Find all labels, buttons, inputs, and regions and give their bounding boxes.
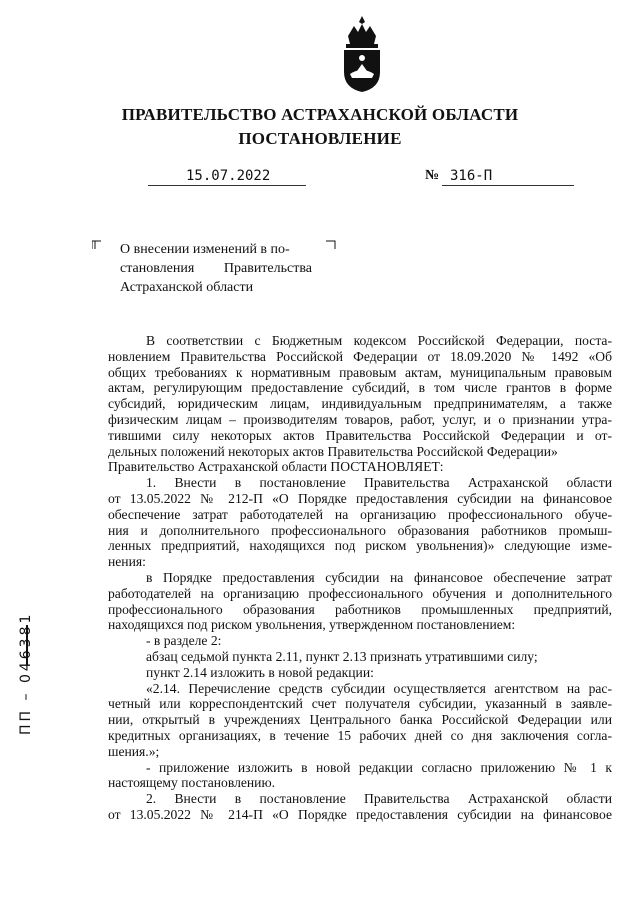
- subject-block: [120, 240, 312, 297]
- doc-date: 15.07.2022: [186, 168, 271, 184]
- body-line: нения:: [108, 554, 146, 570]
- body-line: 1. Внести в постановление Правительства Астраханской области: [146, 475, 612, 491]
- bracket-top-left: [92, 240, 102, 250]
- subject-line: становления Правительства: [120, 261, 312, 276]
- document-body: [108, 333, 612, 823]
- body-line: четный или корреспондентский счет получателя субсидии, указанный в заявле-: [108, 696, 612, 712]
- body-line: обеспечение затрат работодателей на организацию профессионального обуче-: [108, 506, 612, 522]
- coat-of-arms-icon: [334, 14, 390, 96]
- body-line: пункт 2.14 изложить в новой редакции:: [146, 664, 374, 680]
- body-line: актам, регулирующим предоставление субсидий, в том числе грантов в форме: [108, 380, 612, 396]
- body-line: новлением Правительства Российской Федерации от 18.09.2020 № 1492 «Об: [108, 348, 612, 364]
- serial-number: ПП – 046381: [18, 611, 34, 735]
- subject-line: Астраханской области: [120, 280, 254, 295]
- number-sign: №: [425, 168, 440, 183]
- body-line: абзац седьмой пункта 2.11, пункт 2.13 признать утратившими силу;: [146, 648, 538, 664]
- doc-number: 316-П: [450, 168, 493, 184]
- subject-line: О внесении изменений в по-: [120, 242, 290, 257]
- body-line: нии, открытый в учреждениях Центрального банка Российской Федерации или: [108, 712, 612, 728]
- body-line: находящихся под риском увольнения, утвержденном постановлением:: [108, 617, 516, 633]
- body-line: 2. Внести в постановление Правительства Астраханской области: [146, 791, 612, 807]
- body-line: профессионального образования работников промышленных предприятий,: [108, 601, 612, 617]
- body-line: Правительство Астраханской области ПОСТАНОВЛЯЕТ:: [108, 459, 444, 475]
- body-line: физическим лицам – производителям товаров, работ, услуг, и о признании утра-: [108, 411, 612, 427]
- body-line: работодателей на организацию профессионального обучения и дополнительного: [108, 585, 612, 601]
- body-line: в Порядке предоставления субсидии на финансовое обеспечение затрат: [146, 569, 612, 585]
- body-line: кредитных организациях, в течение 15 рабочих дней со дня заключения согла-: [108, 727, 612, 743]
- body-line: - в разделе 2:: [146, 633, 222, 649]
- date-underline: [148, 185, 306, 186]
- number-underline: [442, 185, 574, 186]
- body-line: шения.»;: [108, 743, 160, 759]
- body-line: «2.14. Перечисление средств субсидии осуществляется агентством на рас-: [146, 680, 612, 696]
- body-line: В соответствии с Бюджетным кодексом Российской Федерации, поста-: [146, 333, 612, 348]
- bracket-top-right: [326, 240, 336, 250]
- body-line: общих требованиях к нормативным правовым актам, муниципальным правовым: [108, 364, 612, 380]
- body-line: тившими силу некоторых актов Правительства Российской Федерации и от-: [108, 427, 612, 443]
- body-line: субсидий, юридическим лицам, индивидуальным предпринимателям, а также: [108, 396, 612, 412]
- body-line: от 13.05.2022 № 212-П «О Порядке предоставления субсидии на финансовое: [108, 490, 612, 506]
- body-line: ленных предприятий, находящихся под риском увольнения)» следующие изме-: [108, 538, 612, 554]
- doc-type-title: ПОСТАНОВЛЕНИЕ: [238, 129, 402, 148]
- body-line: - приложение изложить в новой редакции согласно приложению № 1 к: [146, 759, 612, 775]
- body-line: настоящему постановлению.: [108, 775, 276, 791]
- body-line: ния и дополнительного профессионального образования работников промыш-: [108, 522, 612, 538]
- body-line: дельных положений некоторых актов Правительства Российской Федерации»: [108, 443, 558, 459]
- org-title: ПРАВИТЕЛЬСТВО АСТРАХАНСКОЙ ОБЛАСТИ: [121, 105, 519, 124]
- body-line: от 13.05.2022 № 214-П «О Порядке предоставления субсидии на финансовое: [108, 806, 612, 822]
